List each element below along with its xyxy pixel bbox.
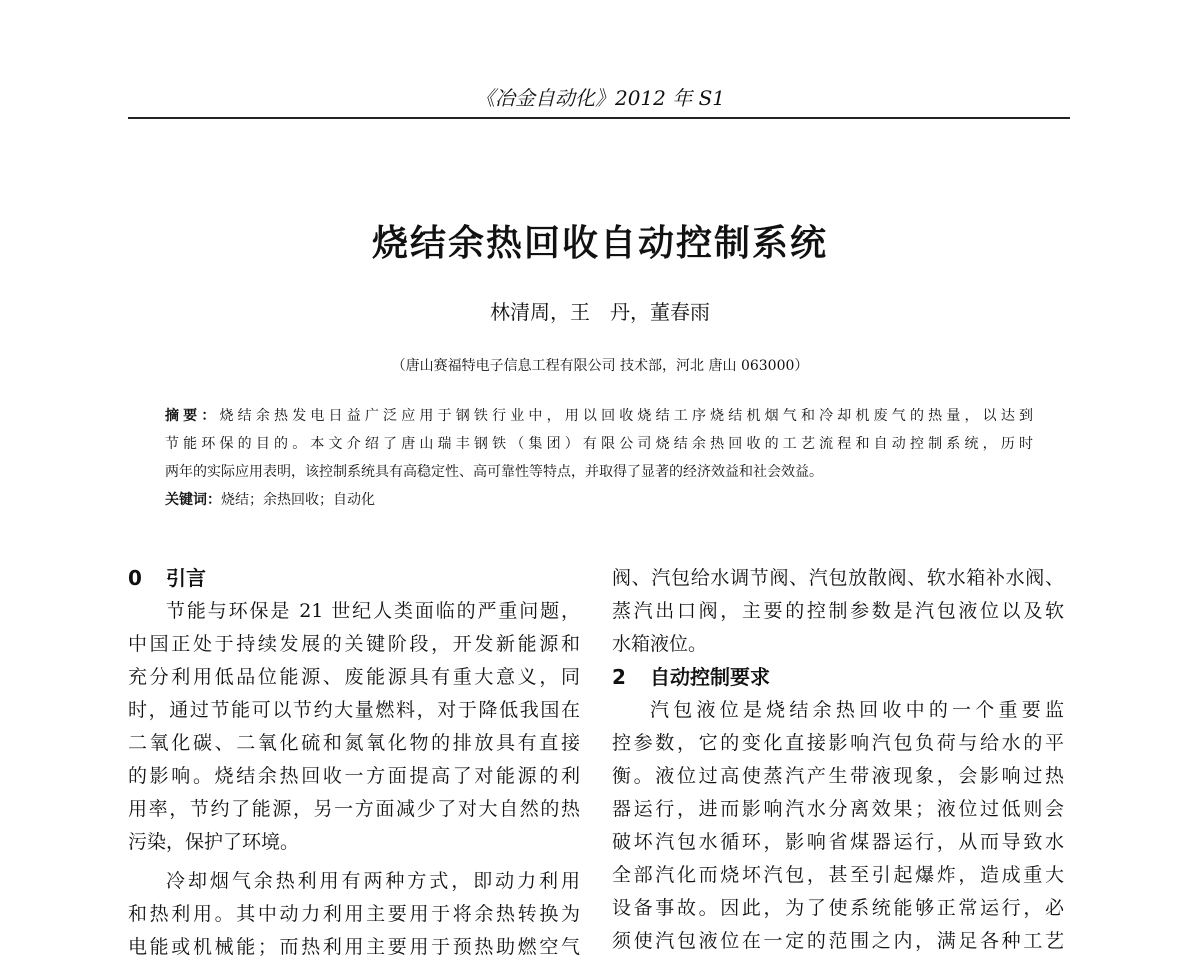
abstract — [165, 402, 1033, 514]
section-number: 0 — [128, 566, 142, 590]
text-line: 阀、汽包给水调节阀、汽包放散阀、软水箱补水阀、 — [612, 567, 1064, 589]
section-title: 引言 — [166, 566, 206, 590]
text-line: 充分利用低品位能源、废能源具有重大意义，同 — [128, 666, 580, 688]
text-line: 衡。液位过高使蒸汽产生带液现象，会影响过热 — [612, 765, 1064, 787]
keywords — [165, 486, 1033, 514]
abstract-line: 节能环保的目的。本文介绍了唐山瑞丰钢铁（集团）有限公司烧结余热回收的工艺流程和自动控制系统，历时 — [165, 436, 1033, 452]
text-line: 控参数，它的变化直接影响汽包负荷与给水的平 — [612, 732, 1064, 754]
section-title: 自动控制要求 — [650, 665, 770, 689]
section-number: 2 — [612, 665, 626, 689]
text-line: 水箱液位。 — [612, 633, 708, 655]
journal-header: 《冶金自动化》2012 年 S1 — [474, 86, 726, 110]
text-line: 汽包液位是烧结余热回收中的一个重要监 — [650, 699, 1064, 721]
paper-title: 烧结余热回收自动控制系统 — [371, 223, 828, 264]
text-line: 须使汽包液位在一定的范围之内，满足各种工艺 — [612, 930, 1064, 952]
text-line: 用率，节约了能源，另一方面减少了对大自然的热 — [128, 798, 580, 820]
text-line: 的影响。烧结余热回收一方面提高了对能源的利 — [128, 765, 580, 787]
section-heading — [128, 562, 580, 595]
keywords-text: 烧结；余热回收；自动化 — [221, 492, 375, 508]
text-line: 节能与环保是 21 世纪人类面临的严重问题， — [166, 600, 580, 622]
text-line: 污染，保护了环境。 — [128, 831, 300, 853]
text-line: 全部汽化而烧坏汽包，甚至引起爆炸，造成重大 — [612, 864, 1064, 886]
abstract-text: 烧结余热发电日益广泛应用于钢铁行业中，用以回收烧结工序烧结机烟气和冷却机废气的热量，以达到 — [219, 408, 1034, 424]
abstract-line: 两年的实际应用表明，该控制系统具有高稳定性、高可靠性等特点，并取得了显著的经济效益和社会效益。 — [165, 464, 823, 480]
text-line: 设备事故。因此，为了使系统能够正常运行，必 — [612, 897, 1064, 919]
text-line: 二氧化碳、二氧化硫和氮氧化物的排放具有直接 — [128, 732, 580, 754]
keywords-label: 关键词： — [165, 492, 221, 508]
text-line: 中国正处于持续发展的关键阶段，开发新能源和 — [128, 633, 580, 655]
text-line: 时，通过节能可以节约大量燃料，对于降低我国在 — [128, 699, 580, 721]
text-line: 电能或机械能；而热利用主要用于预热助燃空气 — [128, 936, 580, 958]
text-line: 器运行，进而影响汽水分离效果；液位过低则会 — [612, 798, 1064, 820]
right-column — [612, 562, 1064, 958]
affiliation: （唐山赛福特电子信息工程有限公司 技术部，河北 唐山 063000） — [391, 358, 809, 374]
header-rule — [128, 117, 1070, 119]
left-column — [128, 562, 580, 964]
text-line: 蒸汽出口阀，主要的控制参数是汽包液位以及软 — [612, 600, 1064, 622]
abstract-line — [165, 402, 1033, 430]
text-line: 冷却烟气余热利用有两种方式，即动力利用 — [166, 870, 580, 892]
text-line: 破坏汽包水循环，影响省煤器运行，从而导致水 — [612, 831, 1064, 853]
section-heading — [612, 661, 1064, 694]
authors: 林清周，王 丹，董春雨 — [490, 300, 710, 324]
abstract-label: 摘要： — [165, 408, 220, 424]
text-line: 和热利用。其中动力利用主要用于将余热转换为 — [128, 903, 580, 925]
